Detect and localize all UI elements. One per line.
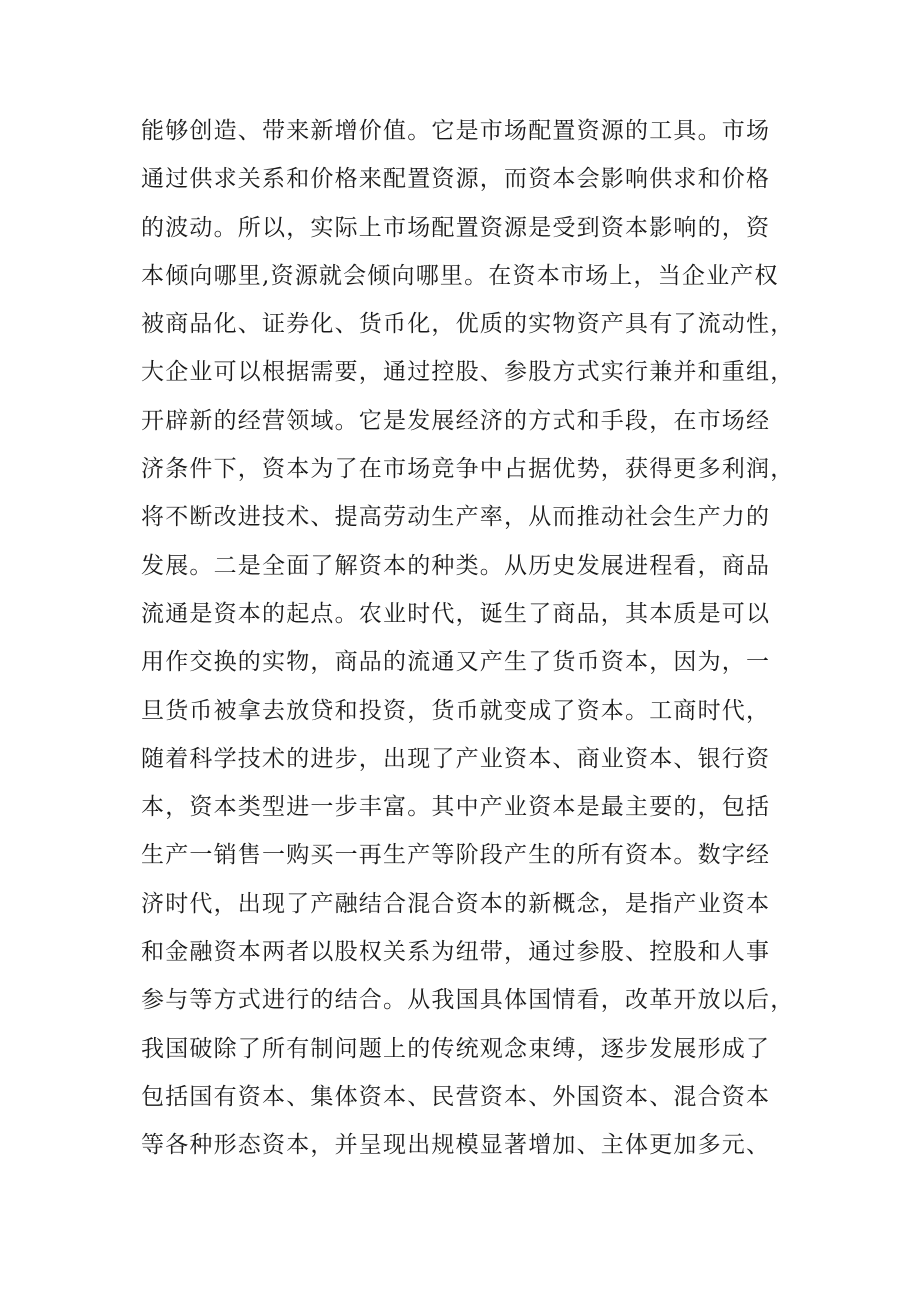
text-line: 参与等方式进行的结合。从我国具体国情看，改革开放以后， [141,987,795,1014]
text-line: 和金融资本两者以股权关系为纽带，通过参股、控股和人事 [141,939,771,966]
text-line: 旦货币被拿去放贷和投资，货币就变成了资本。工商时代， [141,697,771,724]
text-line: 本倾向哪里,资源就会倾向哪里。在资本市场上，当企业产权 [141,262,779,289]
text-line: 用作交换的实物，商品的流通又产生了货币资本，因为，一 [141,649,771,676]
text-line: 大企业可以根据需要，通过控股、参股方式实行兼并和重组， [141,359,795,386]
text-line: 通过供求关系和价格来配置资源，而资本会影响供求和价格 [141,166,771,193]
text-line: 等各种形态资本，并呈现出规模显著增加、主体更加多元、 [141,1132,771,1159]
text-line: 济条件下，资本为了在市场竞争中占据优势，获得更多利润， [141,456,795,483]
text-line: 流通是资本的起点。农业时代，诞生了商品，其本质是可以 [141,600,771,627]
text-line: 本，资本类型进一步丰富。其中产业资本是最主要的，包括 [141,794,771,821]
text-line: 济时代，出现了产融结合混合资本的新概念，是指产业资本 [141,890,771,917]
text-line: 包括国有资本、集体资本、民营资本、外国资本、混合资本 [141,1083,771,1110]
text-line: 开辟新的经营领域。它是发展经济的方式和手段，在市场经 [141,407,771,434]
text-line: 将不断改进技术、提高劳动生产率，从而推动社会生产力的 [141,504,771,531]
body-text [141,107,801,1170]
text-line: 发展。二是全面了解资本的种类。从历史发展进程看，商品 [141,552,771,579]
text-line: 随着科学技术的进步，出现了产业资本、商业资本、银行资 [141,745,771,772]
text-line: 我国破除了所有制问题上的传统观念束缚，逐步发展形成了 [141,1035,771,1062]
text-line: 能够创造、带来新增价值。它是市场配置资源的工具。市场 [141,118,771,144]
text-line: 生产一销售一购买一再生产等阶段产生的所有资本。数字经 [141,842,771,869]
text-line: 被商品化、证券化、货币化，优质的实物资产具有了流动性， [141,311,795,338]
text-line: 的波动。所以，实际上市场配置资源是受到资本影响的，资 [141,214,771,241]
